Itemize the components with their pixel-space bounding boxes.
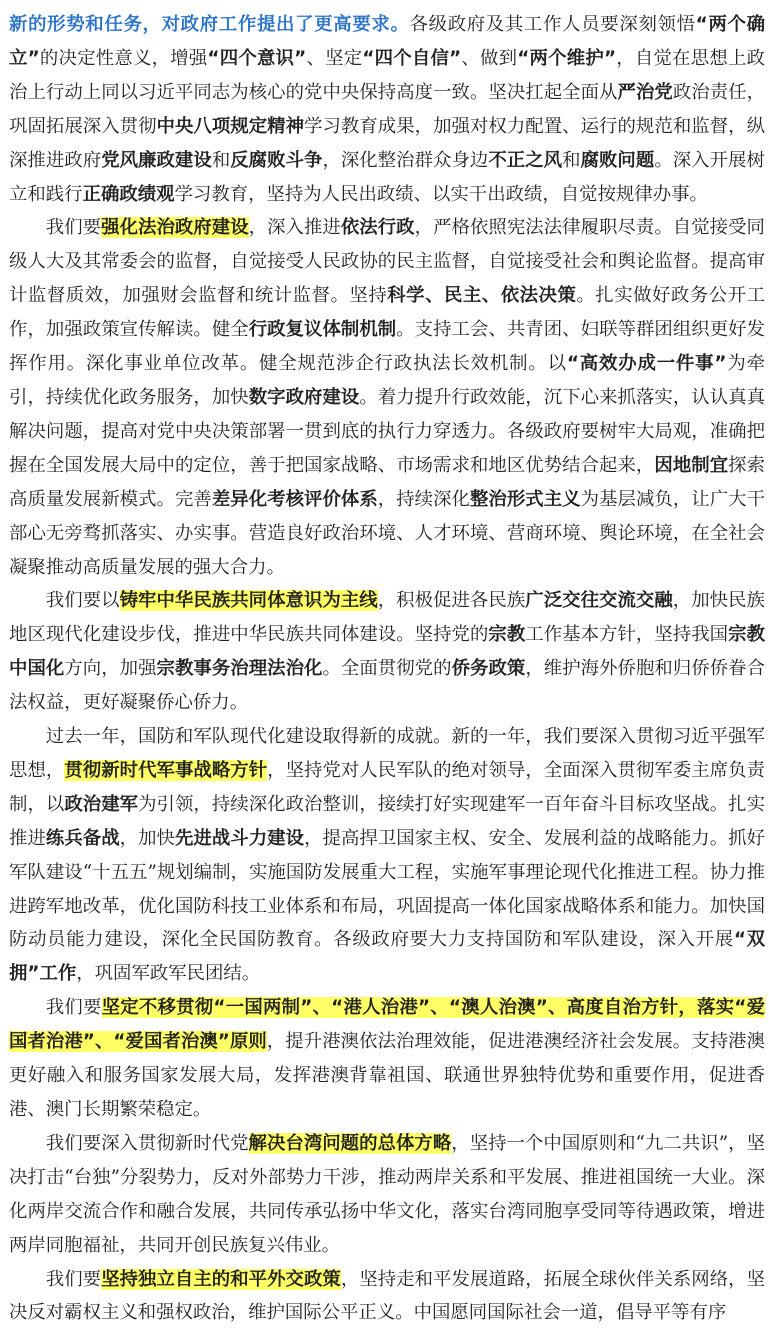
bold-phrase: “两个维护” [517, 47, 617, 69]
bold-phrase: 宗教 [488, 624, 526, 646]
text-run: 。支持工会、共青团、妇联等群团组织更好发挥作用。深化事业单位改革。健全规范涉企行政执法长效机制。以 [9, 319, 765, 375]
text-run: 和 [211, 149, 231, 171]
highlighted-phrase: 解决台湾问题的总体方略 [248, 1132, 452, 1154]
text-run: 为引领，持续深化政治整训，接续打好实现建军一百年奋斗目标攻坚战。扎实推进 [9, 793, 765, 849]
paragraph-taiwan [9, 1127, 765, 1263]
bold-phrase: 反腐败斗争 [230, 149, 323, 171]
text-run: 我们要深入贯彻新时代党 [45, 1132, 249, 1154]
bold-phrase: “四个意识” [207, 47, 307, 69]
lead-sentence: 新的形势和任务，对政府工作提出了更高要求。 [9, 14, 410, 35]
bold-phrase: “两个确立” [9, 14, 765, 69]
bold-phrase: 宗教事务治理法治化 [156, 658, 323, 680]
bold-phrase: 行政复议体制机制 [248, 319, 397, 341]
text-run: 的决定性意义，增强 [39, 47, 208, 69]
text-run: 方向，加强 [64, 658, 157, 680]
bold-phrase: 严治党 [617, 81, 673, 103]
paragraph-foreign-policy [9, 1263, 765, 1330]
text-run: 。全面贯彻党的 [322, 658, 452, 680]
paragraph-party-governance [9, 8, 765, 211]
text-run: 工作基本方针，坚持我国 [525, 624, 729, 646]
bold-phrase: “高效办成一件事” [566, 353, 727, 375]
text-run: 。扎实做好政务公开工作，加强政策宣传解读。健全 [9, 285, 765, 341]
text-run: 。着力提升行政效能，沉下心来抓落实，认认真真解决问题，提高对党中央决策部署一贯到底的执行力穿透力。各级政府要树牢大局观，准确把握在全国发展大局中的定位，善于把国家战略、市场需求和地区优势结合起来， [9, 386, 765, 476]
text-run: ，自觉在思想上政治上行动上同以习近平同志为核心的党中央保持高度一致。坚决扛起全面从 [9, 47, 765, 103]
bold-phrase: 整治形式主义 [469, 488, 581, 510]
text-run: ，积极促进各民族 [377, 590, 526, 612]
text-run: ，坚持走和平发展道路，拓展全球伙伴关系网络，坚决反对霸权主义和强权政治，维护国际公平正义。中国愿同国际社会一道，倡导平等有序 [9, 1268, 765, 1324]
text-run: ，深化整治群众身边 [322, 149, 489, 171]
bold-phrase: 差异化考核评价体系 [211, 488, 378, 510]
text-run: 探索高质量发展新模式。完善 [9, 454, 765, 510]
bold-phrase: “双拥”工作 [9, 929, 765, 985]
text-run: 政治责任，巩固拓展深入贯彻 [9, 81, 765, 137]
bold-phrase: 正确政绩观 [82, 183, 175, 205]
text-run: 。深入开展树立和践行 [9, 149, 765, 205]
bold-phrase: 练兵备战 [45, 827, 120, 849]
bold-phrase: 先进战斗力建设 [174, 827, 305, 849]
text-run: 、做到 [461, 47, 518, 69]
highlighted-phrase: 强化法治政府建设 [101, 217, 249, 239]
text-run: ，深入推进 [248, 217, 341, 239]
bold-phrase: 科学、民主、依法决策 [387, 285, 577, 307]
bold-phrase: 数字政府建设 [248, 386, 360, 408]
text-run: 我们要 [45, 997, 102, 1019]
text-run: 我们要 [45, 217, 102, 239]
text-run: ，巩固军政军民团结。 [76, 963, 261, 985]
text-run: ，加快 [119, 827, 175, 849]
text-run: ，坚持一个中国原则和“九二共识”，坚决打击“台独”分裂势力，反对外部势力干涉，推动两岸关系和平发展、推进祖国统一大业。深化两岸交流合作和融合发展，共同传承弘扬中华文化，落实台湾同胞享受同等待遇政策，增进两岸同胞福祉，共同开创民族复兴伟业。 [9, 1132, 765, 1256]
highlighted-phrase: 坚持独立自主的和平外交政策 [101, 1268, 341, 1290]
text-run: 我们要以 [45, 590, 120, 612]
text-run: 和 [562, 149, 581, 171]
text-run: ，提升港澳依法治理效能，促进港澳经济社会发展。支持港澳更好融入和服务国家发展大局，发挥港澳背靠祖国、联通世界独特优势和重要作用，促进香港、澳门长期繁荣稳定。 [9, 1031, 765, 1120]
text-run: ，坚持党对人民军队的绝对领导，全面深入贯彻军委主席负责制，以 [9, 759, 765, 815]
bold-phrase: 广泛交往交流交融 [525, 590, 673, 612]
paragraph-rule-of-law [9, 211, 765, 584]
text-run: ，提高捍卫国家主权、安全、发展利益的战略能力。抓好军队建设“十五五”规划编制，实施国防发展重大工程，实施军事理论现代化推进工程。协力推进跨军地改革，优化国防科技工业体系和布局，巩固提高一体化国家战略体系和能力。加快国防动员能力建设，深化全民国防教育。各级政府要大力支持国防和军队建设，深入开展 [9, 827, 765, 951]
paragraph-hong-kong-macao [9, 991, 765, 1127]
bold-phrase: “四个自信” [362, 47, 462, 69]
text-run: ，严格依照宪法法律履职尽责。自觉接受同级人大及其常委会的监督，自觉接受人民政协的民主监督，自觉接受社会和舆论监督。提高审计监督质效，加强财会监督和统计监督。坚持 [9, 217, 765, 307]
text-run: ，加快民族地区现代化建设步伐，推进中华民族共同体建设。坚持党的 [9, 590, 765, 646]
bold-phrase: 中央八项规定精神 [156, 115, 305, 137]
text-run: 学习教育成果，加强对权力配置、运行的规范和监督，纵深推进政府 [9, 115, 765, 171]
highlighted-phrase: 坚定不移贯彻“一国两制”、“港人治港”、“澳人治澳”、高度自治方针，落实“爱国者治港”、“爱国者治澳”原则 [9, 997, 765, 1053]
bold-phrase: 因地制宜 [654, 454, 729, 476]
text-run: 为基层减负，让广大干部心无旁骛抓落实、办实事。营造良好政治环境、人才环境、营商环境、舆论环境，在全社会凝聚推动高质量发展的强大合力。 [9, 488, 765, 578]
text-run: 为牵引，持续优化政务服务，加快 [9, 353, 765, 408]
bold-phrase: 侨务政策 [451, 658, 526, 680]
bold-phrase: 政治建军 [64, 793, 139, 815]
text-run: 过去一年，国防和军队现代化建设取得新的成就。新的一年，我们要深入贯彻习近平强军思想， [9, 726, 765, 781]
text-run: ，持续深化 [377, 488, 470, 510]
text-run: 学习教育，坚持为人民出政绩、以实干出政绩，自觉按规律办事。 [174, 183, 708, 205]
text-run: 、坚定 [306, 47, 363, 69]
text-run: 各级政府及其工作人员要深刻领悟 [409, 14, 696, 35]
highlighted-phrase: 贯彻新时代军事战略方针 [64, 759, 268, 781]
bold-phrase: 依法行政 [340, 217, 415, 239]
paragraph-national-defense [9, 720, 765, 991]
bold-phrase: 宗教中国化 [9, 624, 765, 680]
highlighted-phrase: 铸牢中华民族共同体意识为主线 [119, 590, 378, 612]
bold-phrase: 腐败问题 [580, 149, 655, 171]
text-run: ，维护海外侨胞和归侨侨眷合法权益，更好凝聚侨心侨力。 [9, 658, 765, 714]
text-run: 我们要 [45, 1268, 102, 1290]
bold-phrase: 不正之风 [488, 149, 563, 171]
bold-phrase: 党风廉政建设 [101, 149, 212, 171]
paragraph-ethnic-unity [9, 584, 765, 720]
